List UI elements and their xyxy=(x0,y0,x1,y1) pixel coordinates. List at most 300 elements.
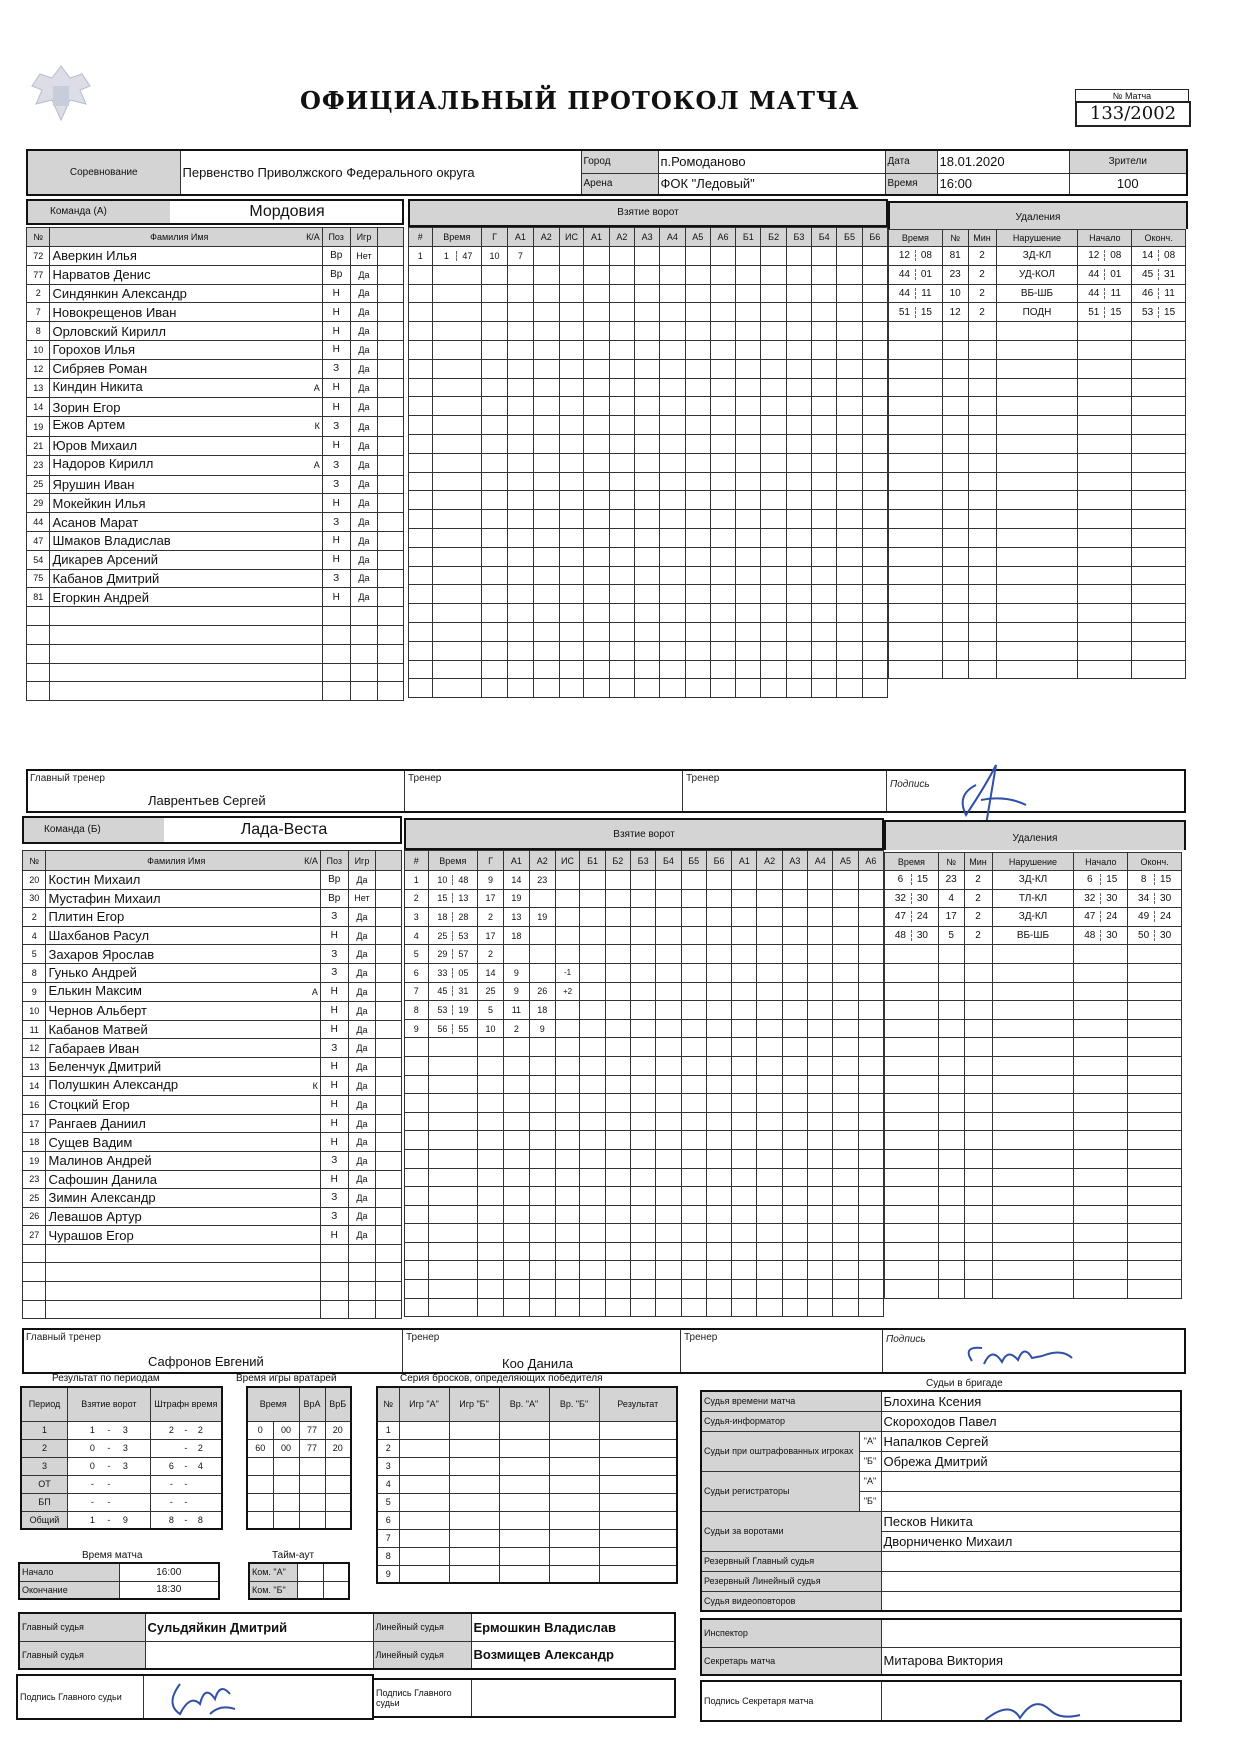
roster-row xyxy=(27,513,404,532)
penalty-time xyxy=(885,1242,939,1261)
goal-number xyxy=(409,397,433,416)
player-name: Синдянкин Александр xyxy=(52,285,187,301)
goal-assist-2: 19 xyxy=(529,908,555,927)
goal-line-cell xyxy=(660,340,685,359)
goal-second: 48 xyxy=(458,874,469,885)
shootout-cell xyxy=(499,1493,549,1511)
penalty-player xyxy=(938,1205,964,1224)
goal-line-cell xyxy=(808,1038,833,1057)
penalty-start xyxy=(1078,416,1132,435)
goal-line-cell xyxy=(808,1224,833,1243)
goal-line-cell xyxy=(761,416,786,435)
goal-time xyxy=(432,453,481,472)
goal-assist-2 xyxy=(529,1298,555,1317)
goal-line-cell xyxy=(786,378,811,397)
penalty-violation: УД-КОЛ xyxy=(996,265,1078,284)
goal-line-cell xyxy=(782,1168,807,1187)
penalty-time-min: 44 xyxy=(894,269,916,280)
goal-line-cell xyxy=(609,378,634,397)
goal-number xyxy=(405,1261,429,1280)
goal-time xyxy=(432,528,481,547)
goal-number xyxy=(405,1242,429,1261)
penalty-player xyxy=(942,585,968,604)
penalty-start-min: 51 xyxy=(1083,307,1105,318)
penalty-row xyxy=(889,284,1186,303)
goal-line-cell xyxy=(808,1261,833,1280)
player-name: Сибряев Роман xyxy=(52,361,148,377)
goal-line-cell xyxy=(609,303,634,322)
goal-situation xyxy=(555,1261,580,1280)
goals-h-a1: А1 xyxy=(503,851,529,871)
goal-line-cell xyxy=(685,622,710,641)
goal-assist-2 xyxy=(533,434,559,453)
penalty-start xyxy=(1074,1075,1128,1094)
goal-row xyxy=(405,1224,884,1243)
goal-line-cell xyxy=(736,679,761,698)
goal-number: 4 xyxy=(405,926,429,945)
goal-line-cell xyxy=(609,434,634,453)
period-goals-sep: - xyxy=(107,1425,111,1435)
goal-line-cell xyxy=(605,1038,630,1057)
goal-row xyxy=(409,378,888,397)
penalty-minutes xyxy=(964,1038,992,1057)
penalty-end-min: 49 xyxy=(1133,911,1155,922)
shootout-cell xyxy=(549,1493,599,1511)
goal-number xyxy=(405,1298,429,1317)
goal-line-cell xyxy=(833,1094,858,1113)
penalty-violation: ПОДН xyxy=(996,303,1078,322)
penalty-start xyxy=(1078,265,1132,284)
penalty-start xyxy=(1078,284,1132,303)
penalty-row xyxy=(885,1242,1182,1261)
player-position: З xyxy=(322,475,350,494)
goal-line-cell xyxy=(710,416,735,435)
goal-line-cell xyxy=(656,1019,681,1038)
goal-assist-1 xyxy=(507,453,533,472)
roster-row xyxy=(23,1300,402,1319)
shoot-h-pb: Игр "Б" xyxy=(449,1387,499,1421)
player-spacer xyxy=(378,513,404,532)
penalty-start xyxy=(1078,491,1132,510)
goal-situation xyxy=(555,1001,580,1020)
goal-number xyxy=(409,340,433,359)
player-played: Да xyxy=(348,1114,376,1133)
penalty-time xyxy=(885,982,939,1001)
goal-line-cell xyxy=(609,491,634,510)
goal-time xyxy=(428,1131,477,1150)
player-number xyxy=(27,625,50,644)
goal-line-cell xyxy=(808,1242,833,1261)
signature-line-table xyxy=(372,1678,676,1718)
penalty-end xyxy=(1132,585,1186,604)
goal-row xyxy=(409,585,888,604)
period-pen-sep: - xyxy=(184,1497,188,1507)
player-number: 7 xyxy=(27,303,50,322)
player-spacer xyxy=(376,1114,402,1133)
penalty-row xyxy=(885,1224,1182,1243)
goal-situation xyxy=(559,303,584,322)
goal-assist-2 xyxy=(533,359,559,378)
inspector-table xyxy=(700,1618,1182,1676)
player-name-cell xyxy=(46,1020,320,1039)
penalty-player xyxy=(938,1187,964,1206)
goal-scorer xyxy=(482,453,508,472)
penalty-end-min: 46 xyxy=(1137,288,1159,299)
goal-line-cell xyxy=(580,1038,605,1057)
goal-line-cell xyxy=(710,528,735,547)
shootout-cell xyxy=(499,1511,549,1529)
penalty-end xyxy=(1128,1242,1182,1261)
shootout-number: 2 xyxy=(377,1439,399,1457)
goal-scorer: 14 xyxy=(478,963,504,982)
player-spacer xyxy=(378,340,404,359)
penalty-end-min: 8 xyxy=(1133,874,1155,885)
goal-scorer xyxy=(478,1038,504,1057)
col-spacer xyxy=(378,228,404,247)
goal-line-cell xyxy=(605,926,630,945)
shootout-row xyxy=(377,1493,677,1511)
spectators-value: 100 xyxy=(1069,173,1187,195)
goal-row xyxy=(405,1056,884,1075)
goal-number xyxy=(409,359,433,378)
goal-assist-1: 7 xyxy=(507,247,533,266)
period-pen-a: - xyxy=(169,1479,173,1489)
goal-line-cell xyxy=(761,622,786,641)
player-played: Да xyxy=(348,926,376,945)
goal-assist-1 xyxy=(507,547,533,566)
line-referee-2-label: Линейный судья xyxy=(373,1641,471,1669)
player-position: З xyxy=(322,569,350,588)
goal-line-cell xyxy=(706,1019,731,1038)
team-b-goals-header: Взятие ворот xyxy=(404,818,884,850)
penalty-player xyxy=(938,1112,964,1131)
goal-line-cell xyxy=(580,1094,605,1113)
goal-time xyxy=(432,303,481,322)
goalie-second xyxy=(273,1457,299,1475)
goal-assist-2 xyxy=(533,397,559,416)
penalty-violation xyxy=(996,397,1078,416)
goal-line-cell xyxy=(605,1094,630,1113)
goal-line-cell xyxy=(706,1168,731,1187)
shootout-cell xyxy=(449,1475,499,1493)
goal-line-cell xyxy=(757,1112,782,1131)
goalie-h-a: ВрА xyxy=(299,1387,325,1421)
goal-assist-2 xyxy=(533,322,559,341)
goal-number xyxy=(409,265,433,284)
goal-second: 13 xyxy=(458,893,469,904)
pen-h-start: Начало xyxy=(1078,230,1132,247)
team-b-coach: Коо Данила xyxy=(502,1356,573,1371)
shoot-h-pa: Игр "А" xyxy=(399,1387,449,1421)
player-position: Н xyxy=(322,494,350,513)
goal-line-cell xyxy=(862,378,887,397)
player-name: Шахбанов Расул xyxy=(48,928,150,944)
player-name-cell xyxy=(50,644,322,663)
goal-line-cell xyxy=(757,982,782,1001)
goal-line-cell xyxy=(681,1056,706,1075)
shootout-row xyxy=(377,1475,677,1493)
goal-line-cell xyxy=(837,416,862,435)
goal-row xyxy=(405,963,884,982)
goal-assist-2 xyxy=(529,1094,555,1113)
goal-situation xyxy=(559,566,584,585)
goal-scorer: 10 xyxy=(478,1019,504,1038)
goal-line-cell xyxy=(858,1187,883,1206)
penalty-minutes xyxy=(964,1112,992,1131)
player-name: Надоров Кирилл xyxy=(52,455,154,471)
goal-line-cell xyxy=(862,247,887,266)
goal-assist-2 xyxy=(533,453,559,472)
player-name-cell xyxy=(46,889,320,908)
penalty-time xyxy=(889,284,943,303)
goal-line-cell xyxy=(656,1038,681,1057)
goal-second: 19 xyxy=(458,1004,469,1015)
team-a-roster xyxy=(26,227,404,701)
goal-row xyxy=(409,434,888,453)
registrar-b-mark: "Б" xyxy=(859,1491,881,1511)
player-name-cell xyxy=(46,1282,320,1301)
arena-value: ФОК "Ледовый" xyxy=(658,173,885,195)
goal-number: 5 xyxy=(405,945,429,964)
player-name-cell xyxy=(50,359,322,378)
shootout-cell xyxy=(399,1511,449,1529)
goal-time xyxy=(432,566,481,585)
penalty-time xyxy=(885,1001,939,1020)
goal-line-cell xyxy=(858,1094,883,1113)
penalty-player xyxy=(942,378,968,397)
penalty-minutes xyxy=(968,510,996,529)
penalty-time xyxy=(885,1149,939,1168)
penalty-time xyxy=(885,1261,939,1280)
goal-line-cell xyxy=(681,1019,706,1038)
goal-time xyxy=(428,1001,477,1020)
goal-assist-1 xyxy=(503,1131,529,1150)
goal-scorer xyxy=(482,491,508,510)
penalty-player xyxy=(942,510,968,529)
goal-line-cell xyxy=(630,963,655,982)
penalty-end xyxy=(1128,926,1182,945)
goal-line-cell xyxy=(808,1001,833,1020)
penalty-start xyxy=(1074,1019,1128,1038)
goal-situation xyxy=(555,1168,580,1187)
player-number: 17 xyxy=(23,1114,46,1133)
goal-line-cell xyxy=(833,1112,858,1131)
player-name: Стоцкий Егор xyxy=(48,1097,130,1113)
goal-line-cell xyxy=(808,1094,833,1113)
goal-line-cell xyxy=(656,982,681,1001)
goal-line-cell xyxy=(605,1149,630,1168)
penalty-player xyxy=(938,1131,964,1150)
penalty-time xyxy=(889,660,943,679)
goal-line-cell xyxy=(786,359,811,378)
player-spacer xyxy=(376,871,402,890)
player-number: 18 xyxy=(23,1133,46,1152)
goal-scorer xyxy=(482,604,508,623)
goal-line-cell xyxy=(710,679,735,698)
shootout-row xyxy=(377,1421,677,1439)
penalty-player xyxy=(938,1056,964,1075)
goal-line-cell xyxy=(634,510,659,529)
player-number: 8 xyxy=(23,963,46,982)
goal-assist-1 xyxy=(507,622,533,641)
goal-time xyxy=(432,397,481,416)
goal-line-cell xyxy=(858,1224,883,1243)
penalty-minutes xyxy=(968,491,996,510)
player-name: Полушкин Александр xyxy=(48,1076,179,1092)
goal-assist-1 xyxy=(507,566,533,585)
goal-second: 53 xyxy=(458,930,469,941)
goal-line-cell xyxy=(786,284,811,303)
penalty-minutes xyxy=(964,1205,992,1224)
penalty-violation xyxy=(992,1019,1074,1038)
main-referee-label: Главный судья xyxy=(19,1613,145,1641)
goal-situation xyxy=(555,1112,580,1131)
goal-time xyxy=(432,641,481,660)
goal-situation xyxy=(559,491,584,510)
penalty-minutes xyxy=(964,1056,992,1075)
pen-h-min: Мин xyxy=(964,853,992,871)
goalie-b xyxy=(325,1511,351,1529)
goal-line-cell xyxy=(736,303,761,322)
goal-line-cell xyxy=(812,303,837,322)
goal-line-cell xyxy=(681,1038,706,1057)
player-number: 11 xyxy=(23,1020,46,1039)
penalty-row xyxy=(885,1075,1182,1094)
goalie-a: 77 xyxy=(299,1439,325,1457)
period-goals-b: 3 xyxy=(122,1461,128,1471)
player-position: Н xyxy=(320,926,348,945)
goal-line-cell xyxy=(812,359,837,378)
penalty-row xyxy=(885,1280,1182,1299)
penalty-row xyxy=(885,1094,1182,1113)
penalty-minutes xyxy=(968,434,996,453)
penalty-row xyxy=(889,340,1186,359)
player-position: Н xyxy=(320,1096,348,1115)
goal-time xyxy=(428,1149,477,1168)
goal-line-cell xyxy=(681,1001,706,1020)
penalty-violation xyxy=(992,982,1074,1001)
goal-assist-2 xyxy=(529,1242,555,1261)
goal-line-cell xyxy=(862,679,887,698)
player-position: З xyxy=(320,1039,348,1058)
goal-assist-1 xyxy=(507,604,533,623)
goal-line-cell xyxy=(580,1205,605,1224)
goal-line-cell xyxy=(630,1261,655,1280)
player-name: Сущев Вадим xyxy=(48,1134,133,1150)
shootout-number: 9 xyxy=(377,1565,399,1583)
player-position xyxy=(322,663,350,682)
goal-line-cell xyxy=(837,453,862,472)
player-position: Вр xyxy=(322,247,350,266)
goal-assist-2 xyxy=(533,547,559,566)
goal-line-cell xyxy=(862,604,887,623)
goal-line-cell xyxy=(706,908,731,927)
penalty-end xyxy=(1132,434,1186,453)
reserve-main-label: Резервный Главный судья xyxy=(701,1551,881,1571)
team-a-signature-label: Подпись xyxy=(890,779,930,790)
goal-number xyxy=(409,378,433,397)
goals-h-a1: А1 xyxy=(507,228,533,247)
goal-line-cell xyxy=(808,908,833,927)
goal-scorer: 10 xyxy=(482,247,508,266)
shootout-cell xyxy=(599,1457,677,1475)
goal-assist-1: 9 xyxy=(503,982,529,1001)
goal-line-cell xyxy=(862,284,887,303)
penalty-violation xyxy=(996,585,1078,604)
penalty-minutes: 2 xyxy=(968,247,996,266)
goal-line-cell xyxy=(732,926,757,945)
goal-line-cell xyxy=(761,660,786,679)
period-goals xyxy=(67,1493,150,1511)
goal-line-cell xyxy=(710,322,735,341)
goal-assist-1: 14 xyxy=(503,871,529,890)
goal-situation xyxy=(559,528,584,547)
penalty-start xyxy=(1074,1149,1128,1168)
team-a-coach-label: Тренер xyxy=(408,773,442,784)
goal-second: 05 xyxy=(458,967,469,978)
period-goals xyxy=(67,1457,150,1475)
player-role: А xyxy=(311,986,318,997)
goal-line-cell xyxy=(833,908,858,927)
goal-line-cell xyxy=(580,1001,605,1020)
goals-h-is: ИС xyxy=(555,851,580,871)
goal-scorer xyxy=(482,528,508,547)
penalty-start xyxy=(1074,1038,1128,1057)
goal-time xyxy=(428,982,477,1001)
goal-line-cell xyxy=(837,397,862,416)
player-spacer xyxy=(378,625,404,644)
penalty-time xyxy=(885,1280,939,1299)
penalty-start xyxy=(1078,510,1132,529)
goal-row xyxy=(405,1298,884,1317)
player-position xyxy=(322,682,350,701)
goal-line-cell xyxy=(858,889,883,908)
goal-line-cell xyxy=(761,585,786,604)
player-played: Да xyxy=(348,871,376,890)
goal-line-cell xyxy=(862,585,887,604)
player-position: Н xyxy=(322,340,350,359)
period-goals xyxy=(67,1439,150,1457)
penalty-minutes xyxy=(968,604,996,623)
goal-situation xyxy=(555,945,580,964)
period-pen-sep: - xyxy=(184,1479,188,1489)
player-number: 13 xyxy=(27,378,50,398)
player-spacer xyxy=(376,963,402,982)
penalty-end xyxy=(1128,1187,1182,1206)
penalty-start xyxy=(1078,434,1132,453)
goal-line-cell xyxy=(609,547,634,566)
spectators-label: Зрители xyxy=(1069,150,1187,173)
goal-line-cell xyxy=(833,945,858,964)
goal-row xyxy=(409,303,888,322)
goal-line-cell xyxy=(757,1056,782,1075)
penalty-time xyxy=(889,641,943,660)
goal-number xyxy=(409,679,433,698)
goal-time xyxy=(428,1094,477,1113)
player-name-cell xyxy=(50,663,322,682)
goal-line-cell xyxy=(732,982,757,1001)
goal-line-cell xyxy=(736,491,761,510)
goal-line-cell xyxy=(580,963,605,982)
goal-assist-1 xyxy=(503,1112,529,1131)
player-number: 54 xyxy=(27,550,50,569)
roster-row xyxy=(23,1039,402,1058)
goal-line-cell xyxy=(837,434,862,453)
goal-line-cell xyxy=(609,660,634,679)
goal-line-cell xyxy=(656,1261,681,1280)
penalty-row xyxy=(885,1038,1182,1057)
goal-scorer xyxy=(478,1261,504,1280)
